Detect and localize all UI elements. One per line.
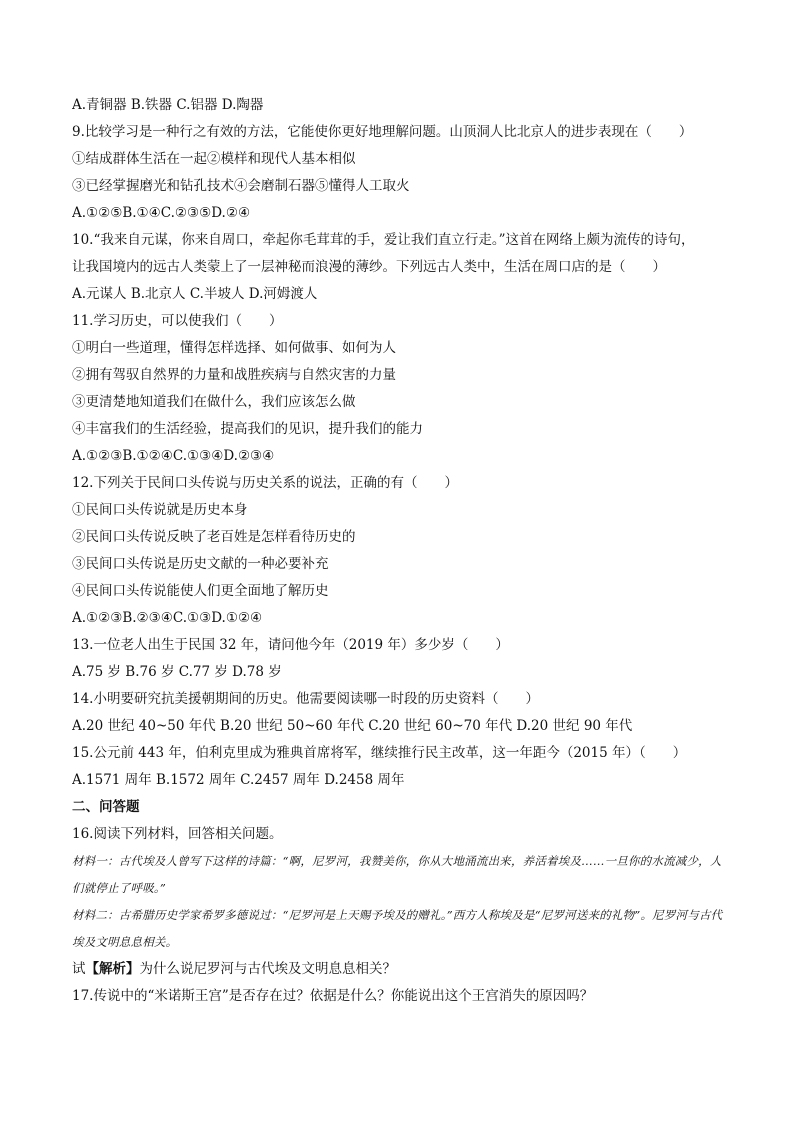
q15-options: A.1571 周年 B.1572 周年 C.2457 周年 D.2458 周年 (72, 772, 405, 788)
q13-options: A.75 岁 B.76 岁 C.77 岁 D.78 岁 (72, 664, 282, 680)
q14-options: A.20 世纪 40~50 年代 B.20 世纪 50~60 年代 C.20 世纪 60~70 年代 D.20 世纪 90 年代 (72, 718, 633, 734)
q11-options: A.①②③B.①②④C.①③④D.②③④ (72, 448, 275, 464)
q10-options: A.元谋人 B.北京人 C.半坡人 D.河姆渡人 (72, 286, 318, 302)
q11-stem: 11.学习历史，可以使我们（ ） (72, 313, 283, 329)
q10-stem-line-1: 10.“我来自元谋，你来自周口，牵起你毛茸茸的手，爱让我们直立行走。”这首在网络上颇为流传的诗句， (72, 232, 695, 248)
q13-stem: 13.一位老人出生于民国 32 年，请问他今年（2019 年）多少岁（ ） (72, 637, 509, 653)
q16-question-prefix: 试 (72, 961, 86, 977)
q12-statement-4: ④民间口头传说能使人们更全面地了解历史 (72, 583, 329, 599)
q12-options: A.①②③B.②③④C.①③D.①②④ (72, 610, 263, 626)
q12-statement-3: ③民间口头传说是历史文献的一种必要补充 (72, 556, 329, 572)
q14-stem: 14.小明要研究抗美援朝期间的历史。他需要阅读哪一时段的历史资料（ ） (72, 691, 539, 707)
q17-stem: 17.传说中的“米诺斯王宫”是否存在过？依据是什么？你能说出这个王宫消失的原因吗？ (72, 988, 594, 1004)
q16-question (72, 956, 732, 983)
section-heading: 二、问答题 (72, 799, 140, 815)
q12-stem: 12.下列关于民间口头传说与历史关系的说法，正确的有（ ） (72, 475, 458, 491)
q10-stem-line-2: 让我国境内的远古人类蒙上了一层神秘而浪漫的薄纱。下列远古人类中，生活在周口店的是（ ） (72, 259, 666, 275)
q9-statement-1: ①结成群体生活在一起②模样和现代人基本相似 (72, 151, 356, 167)
q16-question-tag: 【解析】 (85, 961, 140, 977)
q9-options: A.①②⑤B.①④C.②③⑤D.②④ (72, 205, 251, 221)
q9-stem: 9.比较学习是一种行之有效的方法，它能使你更好地理解问题。山顶洞人比北京人的进步表现在（ ） (72, 124, 693, 140)
q12-statement-1: ①民间口头传说就是历史本身 (72, 502, 248, 518)
q16-prompt: 16.阅读下列材料，回答相关问题。 (72, 826, 283, 842)
q11-statement-1: ①明白一些道理，懂得怎样选择、如何做事、如何为人 (72, 340, 396, 356)
q8-options: A.青铜器 B.铁器 C.铝器 D.陶器 (72, 97, 264, 113)
q9-statement-2: ③已经掌握磨光和钻孔技术④会磨制石器⑤懂得人工取火 (72, 178, 410, 194)
q15-stem: 15.公元前 443 年，伯利克里成为雅典首席将军，继续推行民主改革，这一年距今（2015 年）（ ） (72, 745, 687, 761)
q12-statement-2: ②民间口头传说反映了老百姓是怎样看待历史的 (72, 529, 356, 545)
q11-statement-2: ②拥有驾驭自然界的力量和战胜疾病与自然灾害的力量 (72, 367, 396, 383)
q11-statement-4: ④丰富我们的生活经验，提高我们的见识，提升我们的能力 (72, 421, 423, 437)
q16-material-1: 材料一：古代埃及人曾写下这样的诗篇：“啊，尼罗河，我赞美你，你从大地涌流出来，养活着埃及……一旦你的水流减少，人们就停止了呼吸。” (72, 854, 722, 895)
q11-statement-3: ③更清楚地知道我们在做什么，我们应该怎么做 (72, 394, 356, 410)
q16-question-body: 为什么说尼罗河与古代埃及文明息息相关？ (139, 961, 396, 977)
exam-page (72, 92, 732, 1010)
q16-material-2: 材料二：古希腊历史学家希罗多德说过：“尼罗河是上天赐予埃及的赠礼。”西方人称埃及是“尼罗河送来的礼物”。尼罗河与古代埃及文明息息相关。 (72, 908, 723, 949)
